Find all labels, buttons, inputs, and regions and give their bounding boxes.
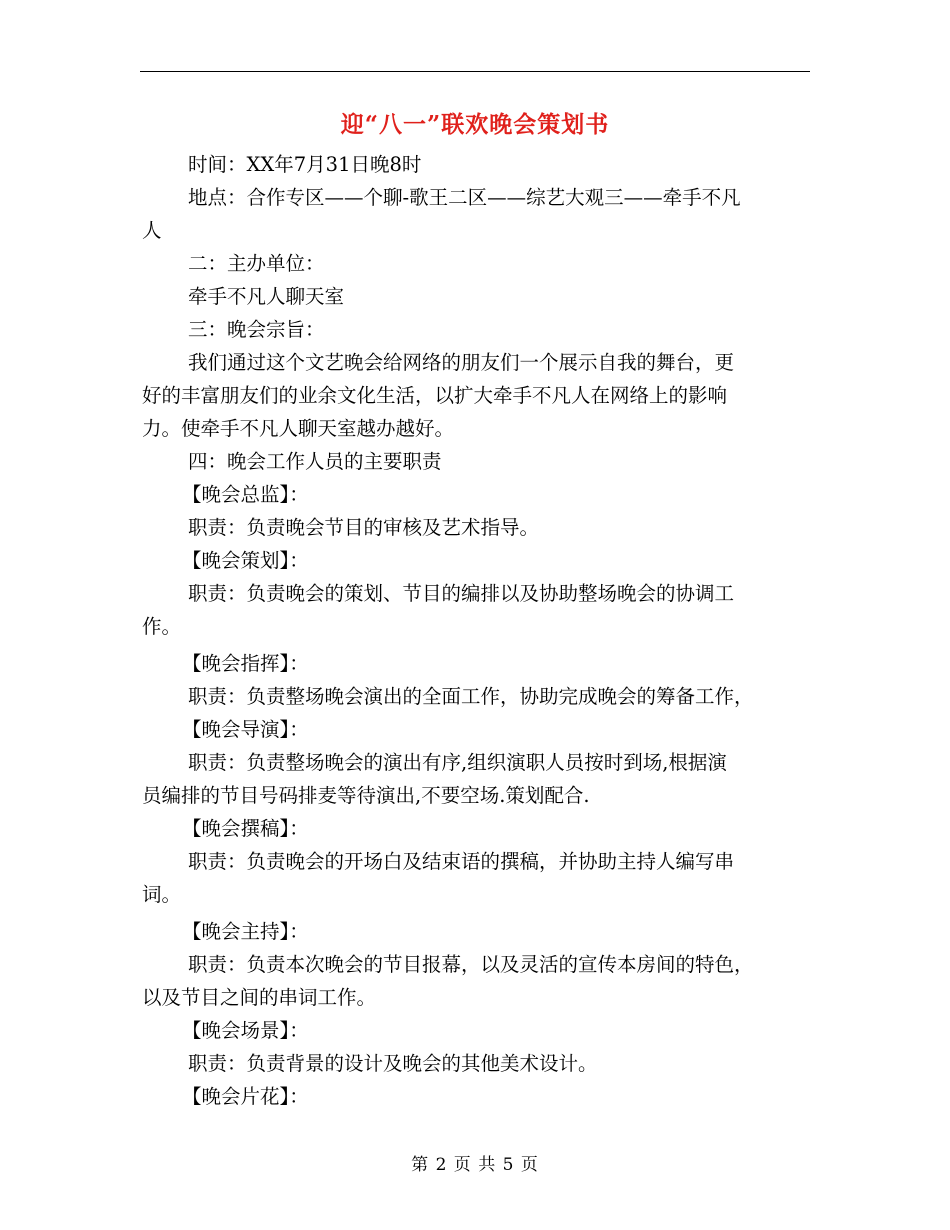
role-director-heading: 【晚会总监】： [182,483,309,506]
role-host-duty-1: 职责：负责本次晚会的节目报幕，以及灵活的宣传本房间的特色， [188,953,754,976]
role-stage-director-duty-1: 职责：负责整场晚会的演出有序,组织演职人员按时到场,根据演 [188,751,727,774]
role-stage-director-heading: 【晚会导演】： [182,718,309,741]
line-purpose-heading: 三：晚会宗旨： [188,318,325,341]
line-organizer: 牵手不凡人聊天室 [188,285,345,308]
line-time: 时间：XX年7月31日晚8时 [188,153,422,176]
line-duties-heading: 四：晚会工作人员的主要职责 [188,450,442,473]
line-organizer-heading: 二：主办单位： [188,252,325,275]
role-planner-duty-2: 作。 [142,615,182,638]
role-host-heading: 【晚会主持】： [182,920,309,943]
role-clips-heading: 【晚会片花】： [182,1085,309,1108]
role-director-duty: 职责：负责晚会节目的审核及艺术指导。 [188,516,540,539]
role-host-duty-2: 以及节目之间的串词工作。 [142,986,377,1009]
line-location-cont: 人 [142,219,162,242]
role-writer-heading: 【晚会撰稿】： [182,817,309,840]
line-purpose-1: 我们通过这个文艺晚会给网络的朋友们一个展示自我的舞台，更 [188,351,735,374]
role-commander-heading: 【晚会指挥】： [182,652,309,675]
header-rule [140,71,810,72]
role-planner-heading: 【晚会策划】： [182,549,309,572]
role-writer-duty-2: 词。 [142,883,182,906]
line-purpose-3: 力。使牵手不凡人聊天室越办越好。 [142,417,455,440]
line-purpose-2: 好的丰富朋友们的业余文化生活，以扩大牵手不凡人在网络上的影响 [142,384,728,407]
role-scene-duty: 职责：负责背景的设计及晚会的其他美术设计。 [188,1052,598,1075]
role-stage-director-duty-2: 员编排的节目号码排麦等待演出,不要空场.策划配合. [142,784,590,807]
line-location: 地点：合作专区——个聊-歌王二区——综艺大观三——牵手不凡 [188,186,741,209]
document-title: 迎“八一”联欢晚会策划书 [340,111,610,138]
page-number: 第 2 页 共 5 页 [411,1155,539,1175]
role-commander-duty: 职责：负责整场晚会演出的全面工作，协助完成晚会的筹备工作， [188,685,754,708]
role-planner-duty-1: 职责：负责晚会的策划、节目的编排以及协助整场晚会的协调工 [188,582,735,605]
role-writer-duty-1: 职责：负责晚会的开场白及结束语的撰稿，并协助主持人编写串 [188,850,735,873]
role-scene-heading: 【晚会场景】： [182,1019,309,1042]
document-body [142,148,808,1113]
